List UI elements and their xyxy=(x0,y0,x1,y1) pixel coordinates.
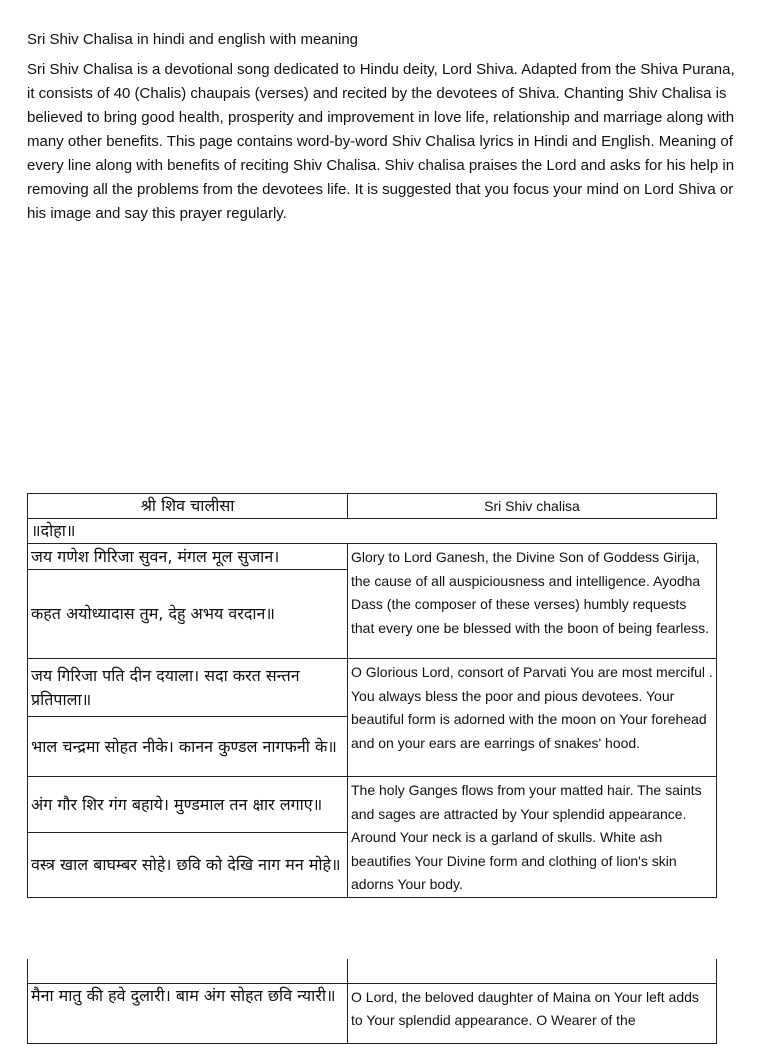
doha-row xyxy=(28,519,717,544)
empty-row xyxy=(28,959,717,983)
page-heading: Sri Shiv Chalisa in hindi and english with meaning xyxy=(27,31,359,48)
verse-english: Glory to Lord Ganesh, the Divine Son of Goddess Girija, the cause of all auspiciousness and intelligence. Ayodha Dass (the composer of these verses) humbly requests that every one be blessed with the boon of being fearless. xyxy=(348,544,717,659)
verse-row xyxy=(28,544,717,570)
verse-hindi: अंग गौर शिर गंग बहाये। मुण्डमाल तन क्षार लगाए॥ xyxy=(28,777,348,833)
doha-label: ॥दोहा॥ xyxy=(28,519,717,544)
verse-row xyxy=(28,777,717,833)
verse-hindi: जय गणेश गिरिजा सुवन, मंगल मूल सुजान। xyxy=(28,544,348,570)
verse-english: O Lord, the beloved daughter of Maina on Your left adds to Your splendid appearance. O Wearer of the xyxy=(348,983,717,1043)
verse-hindi: भाल चन्द्रमा सोहत नीके। कानन कुण्डल नागफनी के॥ xyxy=(28,717,348,777)
verse-hindi: वस्त्र खाल बाघम्बर सोहे। छवि को देखि नाग मन मोहे॥ xyxy=(28,833,348,897)
verse-english: The holy Ganges flows from your matted hair. The saints and sages are attracted by Your splendid appearance. Around Your neck is a garland of skulls. White ash beautifies Your Divine form and clothing of lion's skin adorns Your body. xyxy=(348,777,717,898)
header-hindi: श्री शिव चालीसा xyxy=(28,494,348,519)
intro-paragraph: Sri Shiv Chalisa is a devotional song dedicated to Hindu deity, Lord Shiva. Adapted from the Shiva Purana, it consists of 40 (Chalis) chaupais (verses) and recited by the devotees of Shiva. Chanting Shiv Chalisa is believed to bring good health, prosperity and improvement in love life, relationship and marriage along with many other benefits. This page contains word-by-word Shiv Chalisa lyrics in Hindi and English. Meaning of every line along with benefits of reciting Shiv Chalisa. Shiv chalisa praises the Lord and asks for his help in removing all the problems from the devotees life. It is suggested that you focus your mind on Lord Shiva or his image and say this prayer regularly. xyxy=(27,61,735,222)
table-header-row xyxy=(28,494,717,519)
chalisa-table-continued xyxy=(27,959,717,1044)
verse-hindi: कहत अयोध्यादास तुम, देहु अभय वरदान॥ xyxy=(28,570,348,659)
verse-row xyxy=(28,659,717,717)
verse-hindi: जय गिरिजा पति दीन दयाला। सदा करत सन्तन प्रतिपाला॥ xyxy=(28,659,348,717)
chalisa-table xyxy=(27,493,717,898)
verse-english: O Glorious Lord, consort of Parvati You are most merciful . You always bless the poor and pious devotees. Your beautiful form is adorned with the moon on Your forehead and on your ears are earrings of snakes' hood. xyxy=(348,659,717,777)
header-english: Sri Shiv chalisa xyxy=(348,494,717,519)
verse-row xyxy=(28,983,717,1043)
verse-hindi: मैना मातु की हवे दुलारी। बाम अंग सोहत छवि न्यारी॥ xyxy=(28,983,348,1043)
